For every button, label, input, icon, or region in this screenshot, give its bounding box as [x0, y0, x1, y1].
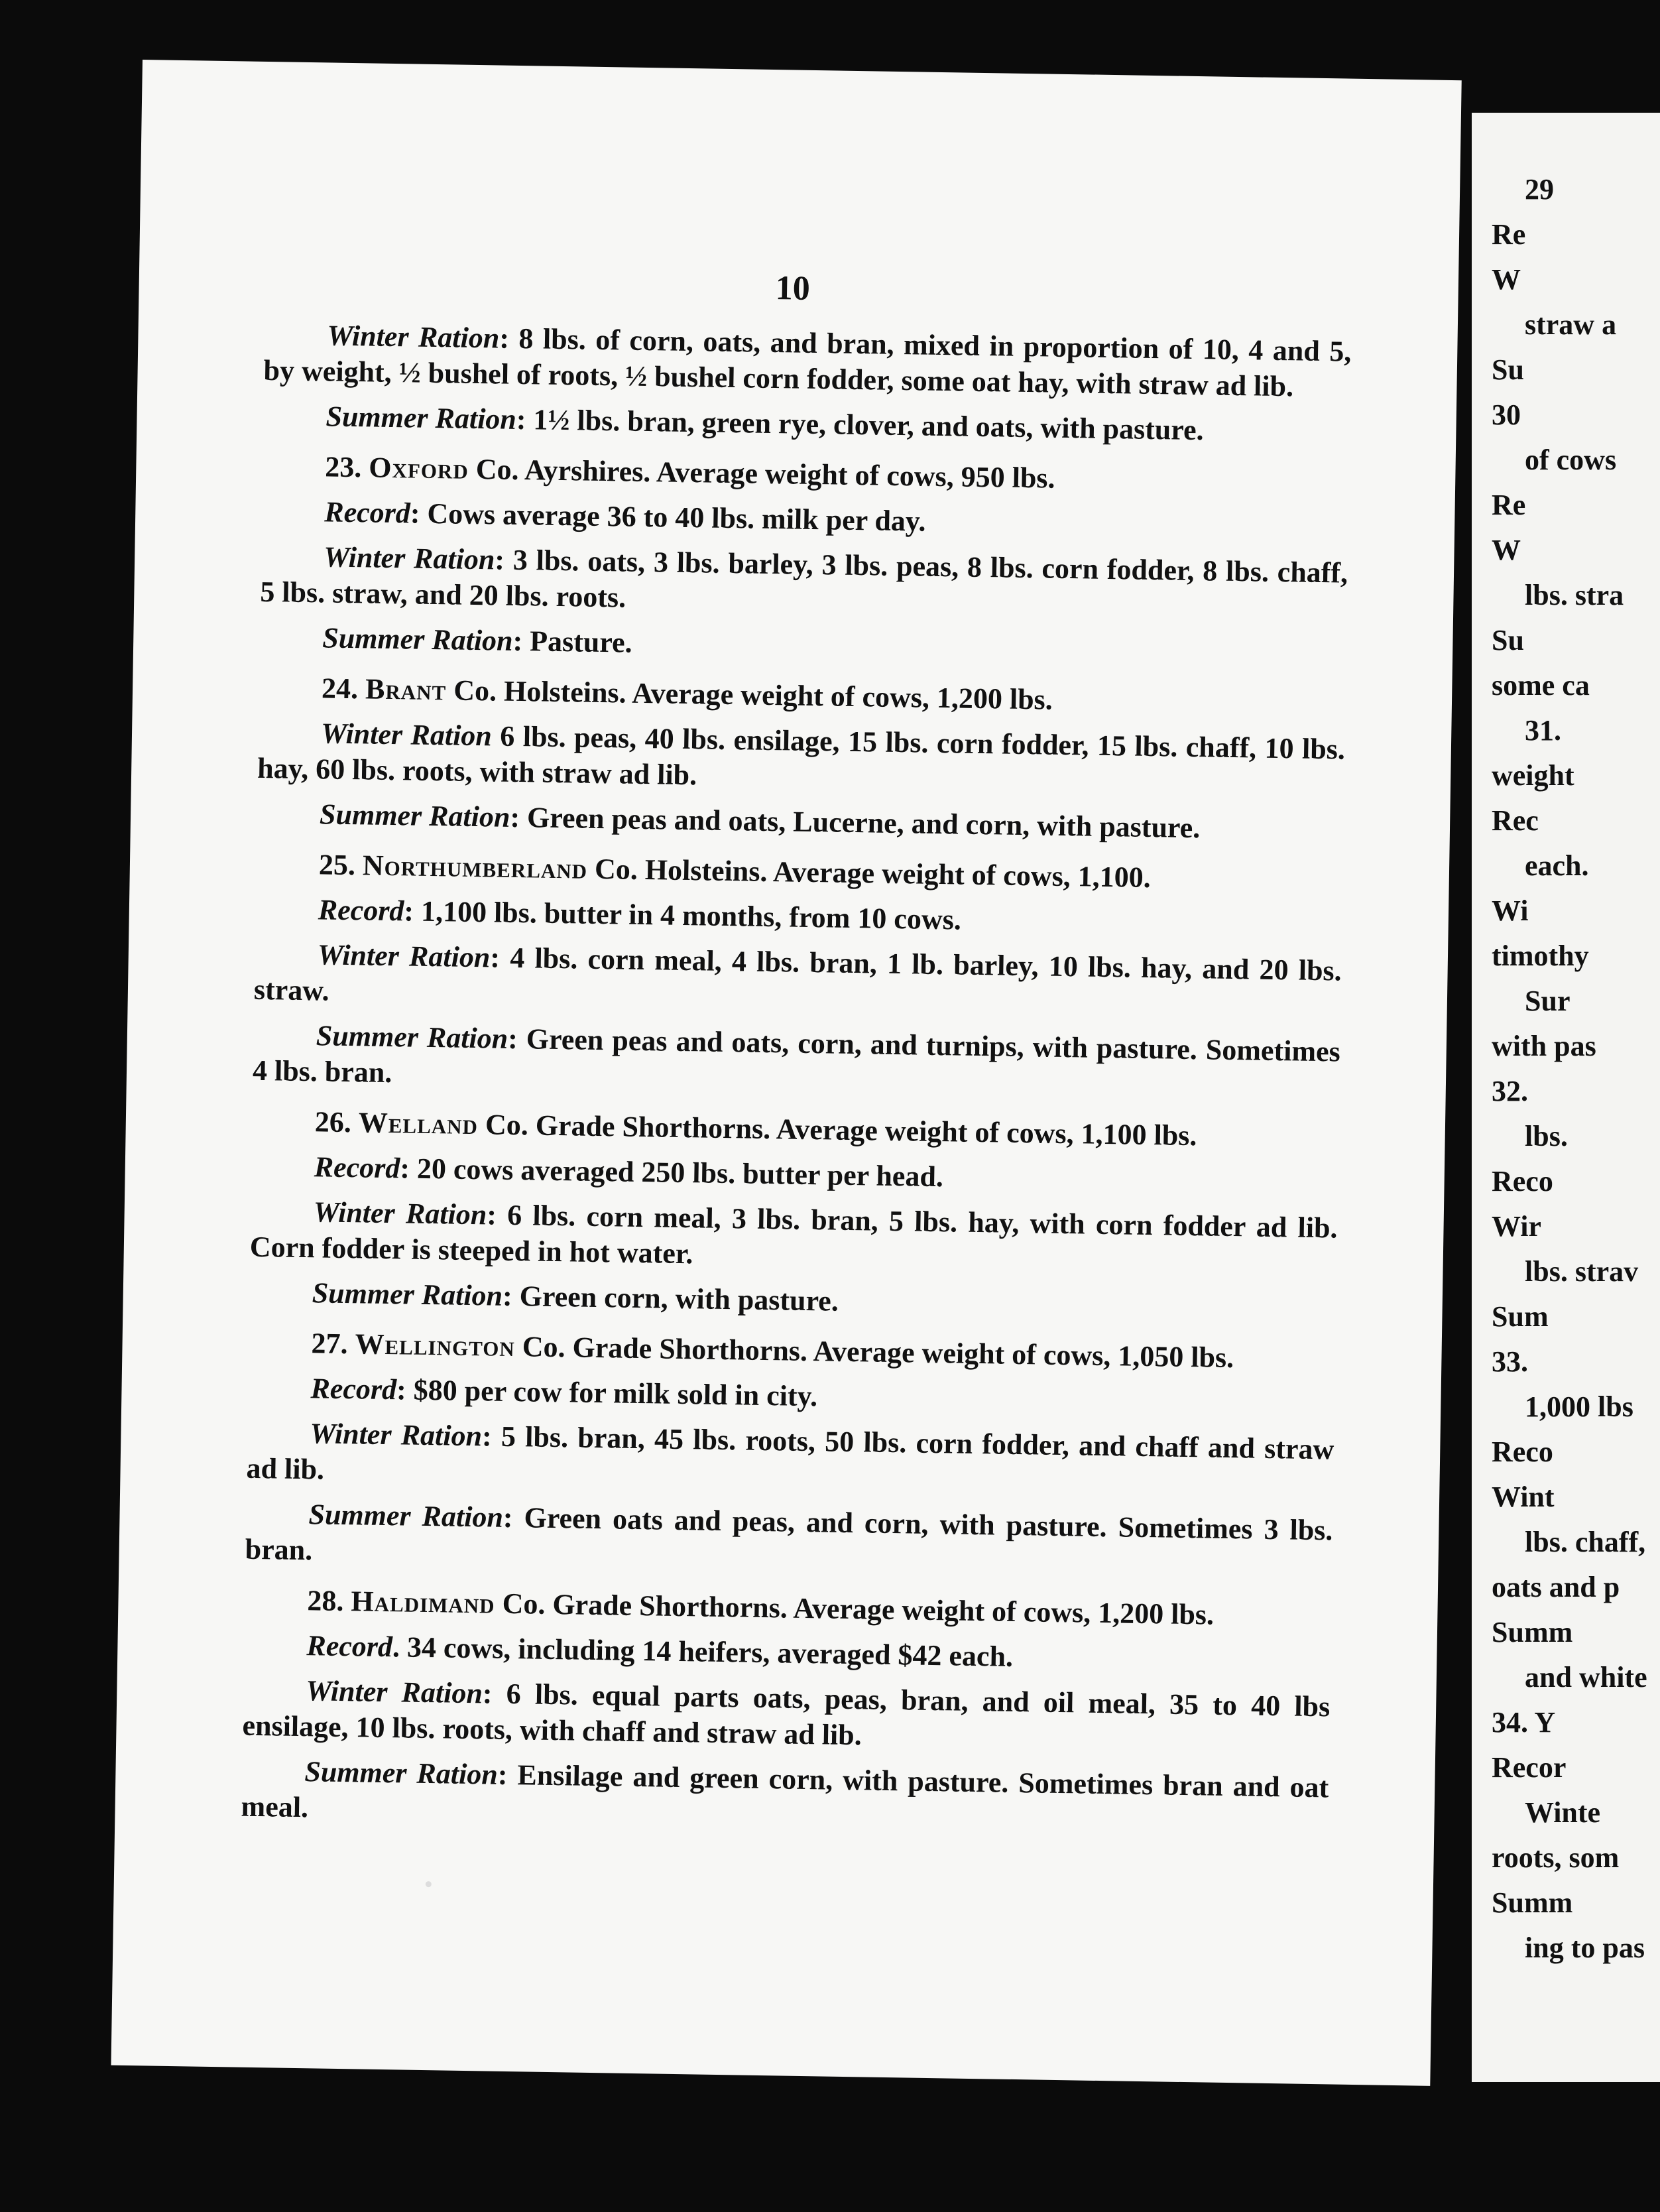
ration-label: Winter Ration	[313, 1196, 487, 1231]
right-page-text-fragment: Reco	[1492, 1436, 1553, 1468]
ration-paragraph	[255, 891, 1342, 944]
ration-label: Summer Ration	[326, 400, 517, 436]
entry-heading	[244, 1582, 1332, 1635]
label-separator: :	[481, 1420, 502, 1453]
left-page	[111, 60, 1461, 2086]
right-page-text-fragment: each.	[1525, 849, 1589, 882]
right-page-text-fragment: Su	[1492, 624, 1524, 656]
ration-label: Record	[314, 1150, 400, 1185]
county-name: Northumberland	[362, 849, 588, 885]
ration-text: 5 lbs. bran, 45 lbs. roots, 50 lbs. corn fodder, and chaff and straw ad lib.	[246, 1420, 1334, 1486]
right-page-text-fragment: weight	[1492, 759, 1574, 792]
ration-paragraph	[242, 1672, 1330, 1761]
label-separator: :	[486, 1198, 508, 1231]
ration-paragraph	[251, 1148, 1338, 1201]
ration-label: Summer Ration	[319, 798, 510, 833]
ration-label: Record	[310, 1372, 397, 1406]
ration-label: Record	[324, 495, 411, 530]
right-page-text-fragment: 1,000 lbs	[1525, 1390, 1633, 1423]
ration-paragraph	[249, 1194, 1337, 1282]
ration-text: Green peas and oats, corn, and turnips, with pasture. Sometimes 4 lbs. bran.	[252, 1022, 1341, 1089]
right-page-text-fragment: 34. Y	[1492, 1706, 1556, 1739]
ration-paragraph	[257, 796, 1344, 849]
entry-heading	[262, 448, 1350, 501]
right-page-text-fragment: Sur	[1525, 985, 1571, 1017]
label-separator: :	[512, 624, 530, 658]
right-page-text-fragment: straw a	[1525, 308, 1617, 341]
ration-text: 34 cows, including 14 heifers, averaged $42 each.	[406, 1630, 1014, 1673]
entry-number: 24.	[321, 672, 366, 706]
right-page-text-fragment: lbs. strav	[1525, 1255, 1639, 1288]
entry-details: Ayrshires. Average weight of cows, 950 lbs.	[518, 453, 1055, 495]
label-separator: :	[516, 402, 534, 436]
entry-number: 26.	[314, 1105, 359, 1139]
right-page-fragment	[1472, 113, 1660, 2082]
ration-paragraph	[245, 1496, 1333, 1585]
label-separator: :	[507, 1022, 527, 1056]
ration-paragraph	[247, 1370, 1335, 1423]
ration-label: Record	[318, 893, 404, 928]
ration-text: 6 lbs. peas, 40 lbs. ensilage, 15 lbs. corn fodder, 15 lbs. chaff, 10 lbs. hay, 60 lbs. roots, with straw ad lib.	[257, 719, 1346, 792]
ration-text: Cows average 36 to 40 lbs. milk per day.	[427, 497, 926, 538]
label-separator: :	[499, 322, 519, 355]
ration-text: 8 lbs. of corn, oats, and bran, mixed in proportion of 10, 4 and 5, by weight, ½ bushel of roots, ½ bushel corn fodder, some oat hay, with straw ad lib.	[263, 322, 1352, 403]
label-separator: .	[392, 1630, 408, 1664]
ration-text: Ensilage and green corn, with pasture. Sometimes bran and oat meal.	[241, 1758, 1329, 1824]
ration-label: Winter Ration	[306, 1674, 483, 1710]
entry-details: Grade Shorthorns. Average weight of cows, 1,050 lbs.	[565, 1331, 1234, 1375]
label-separator: :	[404, 894, 422, 928]
label-separator: :	[410, 497, 428, 530]
right-page-text-fragment: Summ	[1492, 1886, 1573, 1919]
county-name: Oxford	[368, 451, 469, 485]
label-separator: :	[510, 800, 528, 834]
ration-paragraph	[263, 317, 1351, 406]
ration-paragraph	[254, 936, 1342, 1025]
county-name: Haldimand	[351, 1585, 496, 1620]
ration-paragraph	[253, 1017, 1340, 1106]
ration-text: Green corn, with pasture.	[519, 1280, 839, 1318]
right-page-text-fragment: Su	[1492, 353, 1524, 386]
right-page-text-fragment: Wint	[1492, 1481, 1555, 1513]
ration-paragraph	[241, 1753, 1329, 1842]
right-page-text-fragment: and white	[1525, 1661, 1647, 1693]
label-separator: :	[497, 1758, 518, 1792]
entries-list	[241, 317, 1352, 1851]
ration-text: 4 lbs. corn meal, 4 lbs. bran, 1 lb. barley, 10 lbs. hay, and 20 lbs. straw.	[253, 941, 1342, 1007]
right-page-text-fragment: lbs. chaff,	[1525, 1526, 1646, 1558]
ration-text: 1,100 lbs. butter in 4 months, from 10 cows.	[420, 894, 962, 936]
entry-details: Holsteins. Average weight of cows, 1,100.	[637, 853, 1152, 894]
right-page-text-fragment: timothy	[1492, 940, 1589, 972]
right-page-text-fragment: 29	[1525, 173, 1554, 206]
entry-details: Grade Shorthorns. Average weight of cows, 1,200 lbs.	[545, 1587, 1215, 1631]
label-separator: :	[490, 941, 510, 974]
right-page-text-fragment: Recor	[1492, 1751, 1567, 1784]
ration-paragraph	[263, 398, 1350, 451]
right-page-text-fragment: 32.	[1492, 1075, 1528, 1107]
ration-label: Winter Ration	[327, 319, 500, 355]
county-name: Brant	[365, 672, 447, 707]
right-page-text-fragment: W	[1492, 534, 1521, 566]
ration-label: Summer Ration	[322, 621, 514, 657]
right-page-text-fragment: W	[1492, 263, 1521, 296]
county-suffix: Co.	[445, 674, 497, 707]
ration-label: Summer Ration	[312, 1276, 503, 1312]
county-suffix: Co.	[477, 1108, 529, 1142]
entry-details: Grade Shorthorns. Average weight of cows, 1,100 lbs.	[528, 1109, 1197, 1152]
county-suffix: Co.	[514, 1330, 565, 1364]
ration-text: 1½ lbs. bran, green rye, clover, and oats, with pasture.	[533, 403, 1204, 447]
entry-number: 23.	[325, 450, 369, 484]
entry-heading	[259, 670, 1346, 723]
ration-text: Green peas and oats, Lucerne, and corn, with pasture.	[526, 801, 1201, 845]
right-page-text-fragment: Winte	[1525, 1796, 1601, 1829]
ration-label: Winter Ration	[317, 938, 491, 974]
right-page-text-fragment: Rec	[1492, 804, 1539, 837]
label-separator: :	[396, 1373, 414, 1406]
right-page-text-fragment: oats and p	[1492, 1571, 1620, 1603]
ration-paragraph	[257, 715, 1345, 804]
label-separator: :	[495, 543, 514, 576]
right-page-text-fragment: 31.	[1525, 714, 1561, 747]
entry-number: 25.	[318, 848, 363, 882]
right-page-text-fragment: Reco	[1492, 1165, 1553, 1198]
ration-text: 6 lbs. corn meal, 3 lbs. bran, 5 lbs. hay, with corn fodder ad lib. Corn fodder is steeped in hot water.	[249, 1198, 1338, 1270]
label-separator: :	[503, 1501, 524, 1534]
right-page-text-fragment: Re	[1492, 489, 1526, 521]
label-separator: :	[502, 1279, 520, 1313]
label-separator: :	[482, 1677, 507, 1710]
label-separator: :	[399, 1152, 418, 1185]
county-name: Wellington	[355, 1327, 516, 1363]
ration-text: 3 lbs. oats, 3 lbs. barley, 3 lbs. peas, 8 lbs. corn fodder, 8 lbs. chaff, 5 lbs. straw, and 20 lbs. roots.	[260, 543, 1348, 614]
right-page-text-fragment: Re	[1492, 218, 1526, 251]
right-page-text-fragment: Wi	[1492, 894, 1529, 927]
ration-text: Pasture.	[529, 625, 633, 659]
right-page-text-fragment: some ca	[1492, 669, 1590, 702]
entry-number: 27.	[311, 1327, 356, 1361]
right-page-text-fragment: roots, som	[1492, 1841, 1620, 1874]
ration-paragraph	[246, 1415, 1334, 1504]
entry-heading	[251, 1103, 1339, 1156]
entry-heading	[256, 846, 1344, 899]
ration-label: Summer Ration	[316, 1019, 508, 1055]
county-name: Welland	[358, 1106, 479, 1141]
ration-text: 20 cows averaged 250 lbs. butter per head.	[416, 1152, 944, 1194]
ration-paragraph	[243, 1627, 1331, 1680]
right-page-text-fragment: 30	[1492, 399, 1521, 431]
ration-paragraph	[259, 619, 1347, 672]
ration-label: Summer Ration	[308, 1498, 504, 1534]
ink-speck	[426, 1881, 432, 1887]
ration-paragraph	[260, 538, 1348, 627]
right-page-text-fragment: Sum	[1492, 1300, 1549, 1333]
ration-label: Winter Ration	[323, 540, 495, 576]
ration-label: Record	[306, 1629, 393, 1664]
entry-details: Holsteins. Average weight of cows, 1,200 lbs.	[496, 674, 1053, 716]
ration-label: Winter Ration	[310, 1417, 483, 1453]
right-page-text-fragment: lbs. stra	[1525, 579, 1624, 611]
ration-text: $80 per cow for milk sold in city.	[413, 1373, 818, 1413]
county-suffix: Co.	[495, 1587, 546, 1621]
right-page-text-fragment: Summ	[1492, 1616, 1573, 1648]
entry-heading	[248, 1325, 1336, 1378]
ration-label: Summer Ration	[304, 1755, 499, 1791]
ration-paragraph	[261, 493, 1349, 546]
entry-number: 28.	[307, 1584, 351, 1618]
right-page-text-fragment: Wir	[1492, 1210, 1541, 1243]
county-suffix: Co.	[587, 852, 638, 886]
ration-text: 6 lbs. equal parts oats, peas, bran, and oil meal, 35 to 40 lbs ensilage, 10 lbs. roots, with chaff and straw ad lib.	[242, 1677, 1331, 1752]
right-page-text-fragment: ing to pas	[1525, 1932, 1645, 1964]
ration-text: Green oats and peas, and corn, with pasture. Sometimes 3 lbs. bran.	[245, 1501, 1333, 1567]
county-suffix: Co.	[468, 452, 519, 486]
right-page-text-fragment: with pas	[1492, 1030, 1596, 1062]
right-page-text-fragment: lbs.	[1525, 1120, 1568, 1152]
ration-label: Winter Ration	[320, 717, 493, 753]
ration-paragraph	[249, 1274, 1336, 1327]
right-page-text-fragment: 33.	[1492, 1345, 1528, 1378]
page-number: 10	[775, 269, 811, 308]
right-page-text-fragment: of cows	[1525, 444, 1617, 476]
